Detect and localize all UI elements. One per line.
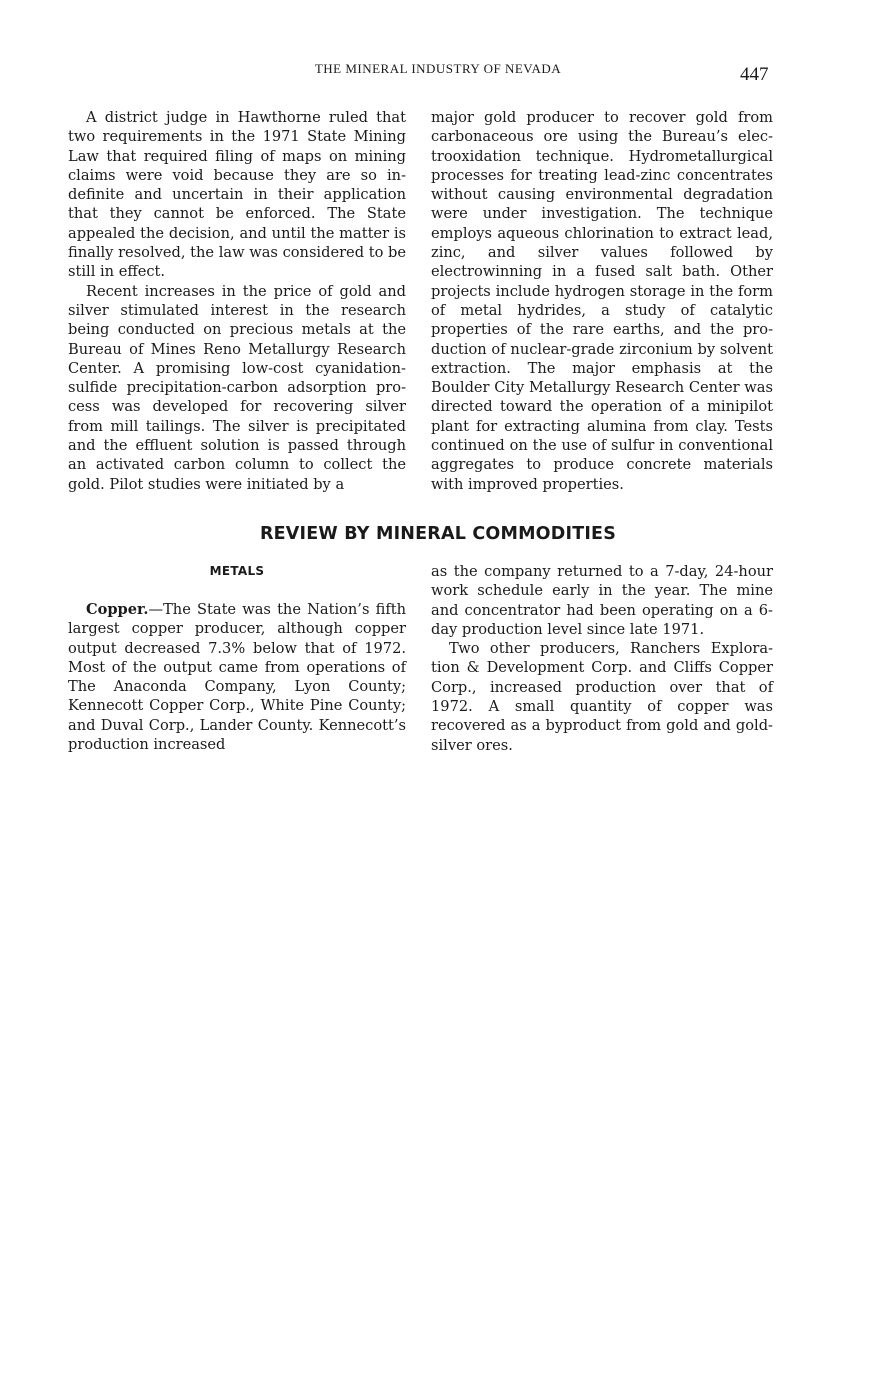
body-paragraph: Recent increases in the price of gold and silver stimulated interest in the research being conducted on precious metals at the Bureau of Mines Reno Metallurgy Research Center. A promising low-cost cyanidation-sulfide precipitation-carbon adsorption process was developed for recovering silver from mill tailings. The silver is precipitated and the effluent solution is passed through an activated carbon column to collect the gold. Pilot studies were initiated by a — [68, 282, 406, 493]
page-number: 447 — [740, 64, 769, 85]
subsection-title: METALS — [209, 564, 265, 578]
copper-text: —The State was the Nation’s fifth largest copper producer, although copper output decreased 7.3% below that of 1972. Most of the output came from operations of The Anaconda Company, Lyon County; Kennecott Copper Corp., White Pine County; and Duval Corp., Lander County. Kennecott’s production increased — [68, 601, 406, 754]
section-title: REVIEW BY MINERAL COMMODITIES — [259, 524, 617, 544]
running-header: THE MINERAL INDUSTRY OF NEVADA — [314, 61, 562, 76]
left-column-bottom — [68, 600, 406, 754]
run-in-heading: Copper. — [86, 601, 149, 618]
body-paragraph: major gold producer to recover gold from carbonaceous ore using the Bureau’s electrooxidation technique. Hydrometallurgical processes for treating lead-zinc concentrates without causing environmental degradation were under investigation. The technique employs aqueous chlorination to extract lead, zinc, and silver values followed by electrowinning in a fused salt bath. Other projects include hydrogen storage in the form of metal hydrides, a study of catalytic properties of the rare earths, and the production of nuclear-grade zirconium by solvent extraction. The major emphasis at the Boulder City Metallurgy Research Center was directed toward the operation of a minipilot plant for extracting alumina from clay. Tests continued on the use of sulfur in conventional aggregates to produce concrete materials with improved properties. — [431, 109, 773, 493]
right-column-bottom — [431, 562, 773, 755]
body-paragraph: Two other producers, Ranchers Exploration & Development Corp. and Cliffs Copper Corp., increased production over that of 1972. A small quantity of copper was recovered as a byproduct from gold and gold-silver ores. — [431, 640, 773, 754]
left-column-top — [68, 108, 406, 494]
body-paragraph: A district judge in Hawthorne ruled that two requirements in the 1971 State Mining Law that required filing of maps on mining claims were void because they are so indefinite and uncertain in their application that they cannot be enforced. The State appealed the decision, and until the matter is finally resolved, the law was considered to be still in effect. — [68, 109, 406, 281]
copper-paragraph — [68, 600, 406, 754]
right-column-top — [431, 108, 773, 494]
continued-paragraph: as the company returned to a 7-day, 24-hour work schedule early in the year. The mine and concentrator had been operating on a 6-day production level since late 1971. — [431, 563, 773, 638]
